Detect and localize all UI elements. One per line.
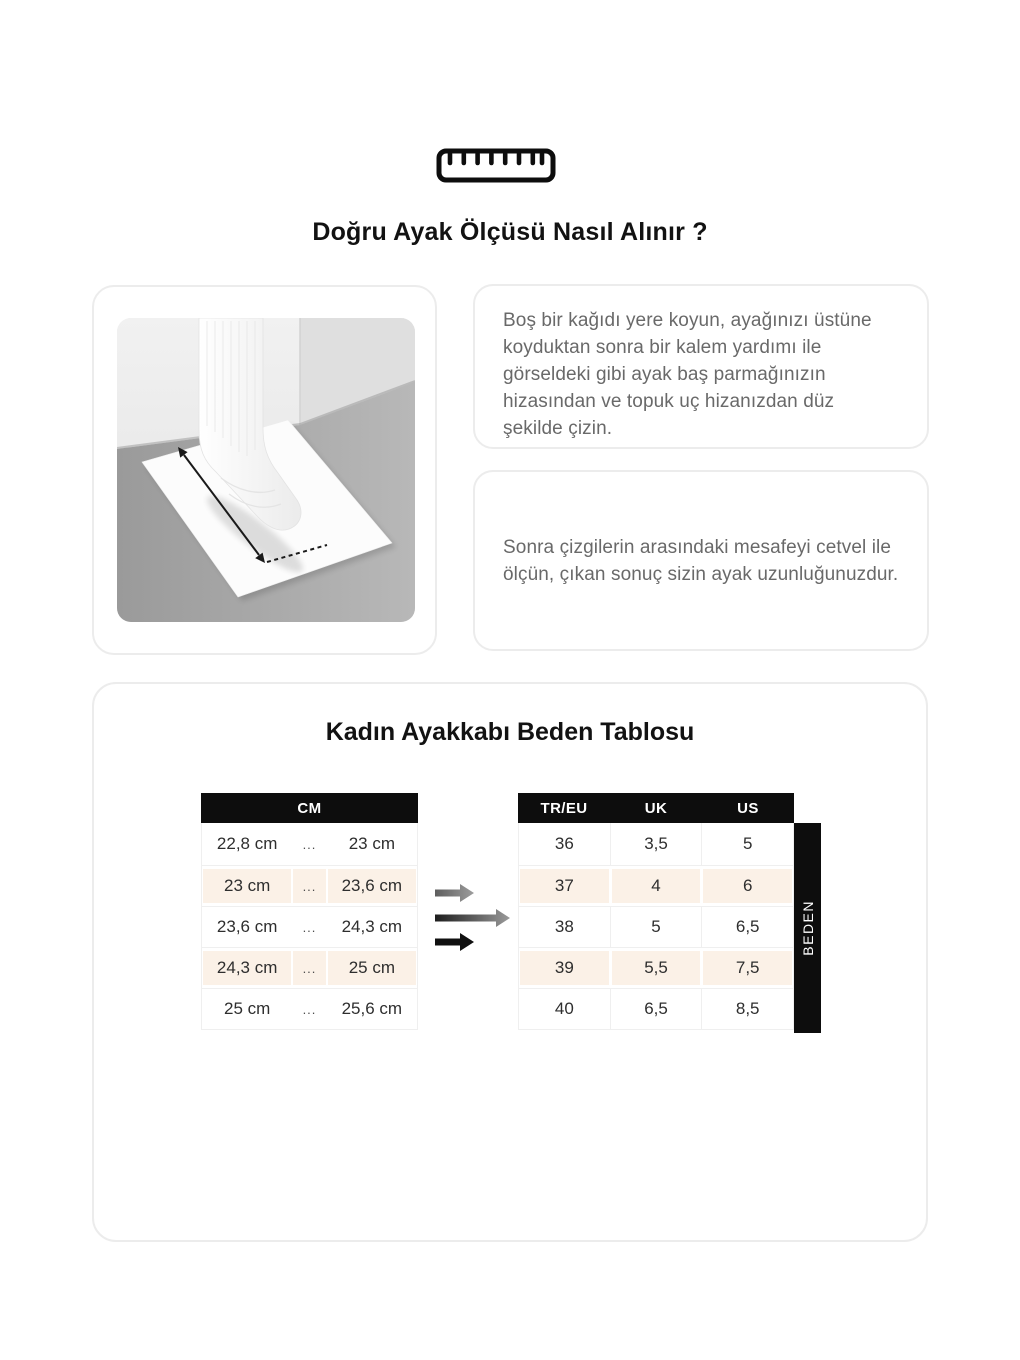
size-uk: 5,5 (610, 948, 702, 988)
table-row (202, 947, 417, 988)
beden-side-label (794, 823, 821, 1033)
size-table-title: Kadın Ayakkabı Beden Tablosu (325, 718, 695, 746)
size-tr-eu: 36 (554, 834, 574, 853)
cm-to: 24,3 cm (341, 917, 403, 936)
range-separator: ... (302, 836, 317, 852)
cm-to: 25 cm (327, 948, 417, 988)
page-title: Doğru Ayak Ölçüsü Nasıl Alınır ? (312, 218, 708, 246)
instruction-box-1 (473, 284, 929, 449)
table-row (202, 823, 417, 865)
cm-from: 22,8 cm (216, 834, 278, 853)
transfer-arrows-icon (434, 880, 512, 954)
cm-table-header: CM (201, 793, 418, 823)
cm-from: 25 cm (224, 999, 271, 1018)
foot-measurement-photo (117, 318, 415, 622)
foot-photo-illustration (117, 318, 415, 622)
size-tr-eu: 37 (519, 866, 610, 906)
table-row (519, 947, 793, 988)
cm-to: 23 cm (348, 834, 395, 853)
cm-from: 23,6 cm (216, 917, 278, 936)
size-us: 5 (701, 823, 793, 865)
size-tr-eu: 38 (554, 917, 574, 936)
beden-label-text: BEDEN (799, 900, 816, 956)
size-conversion-table (518, 793, 794, 1030)
cm-from: 24,3 cm (202, 948, 292, 988)
cm-table (201, 793, 418, 1030)
size-table-header-row (518, 793, 794, 823)
ruler-icon (436, 148, 556, 183)
size-tr-eu: 40 (554, 999, 574, 1018)
range-separator: ... (302, 919, 317, 935)
table-row (519, 865, 793, 906)
size-uk: 3,5 (610, 823, 702, 865)
table-row (519, 906, 793, 947)
instruction-text-2: Sonra çizgilerin arasındaki mesafeyi cetvel ile ölçün, çıkan sonuç sizin ayak uzunluğunuzdur. (503, 536, 899, 585)
header-tr-eu: TR/EU (540, 799, 588, 817)
header-uk: UK (644, 799, 668, 817)
table-row (519, 988, 793, 1029)
size-us: 6 (701, 866, 793, 906)
range-separator: ... (292, 866, 326, 906)
size-us: 7,5 (701, 948, 793, 988)
cm-table-body (201, 823, 418, 1030)
table-row (202, 906, 417, 947)
table-row (202, 865, 417, 906)
size-tr-eu: 39 (519, 948, 610, 988)
cm-to: 25,6 cm (341, 999, 403, 1018)
cm-from: 23 cm (202, 866, 292, 906)
size-us: 6,5 (701, 907, 793, 947)
range-separator: ... (292, 948, 326, 988)
range-separator: ... (302, 1001, 317, 1017)
size-table-body (518, 823, 794, 1030)
size-uk: 6,5 (610, 989, 702, 1029)
size-table-card (92, 682, 928, 1242)
header-us: US (737, 799, 759, 817)
instruction-box-2 (473, 470, 929, 651)
size-uk: 5 (610, 907, 702, 947)
table-row (202, 988, 417, 1029)
size-us: 8,5 (701, 989, 793, 1029)
instruction-text-1: Boş bir kağıdı yere koyun, ayağınızı üstüne koyduktan sonra bir kalem yardımı ile görseldeki gibi ayak baş parmağınızın hizasından ve topuk uç hizanızdan düz şekilde çizin. (503, 310, 872, 439)
cm-to: 23,6 cm (327, 866, 417, 906)
table-row (519, 823, 793, 865)
size-uk: 4 (610, 866, 702, 906)
measurement-photo-card (92, 285, 437, 655)
